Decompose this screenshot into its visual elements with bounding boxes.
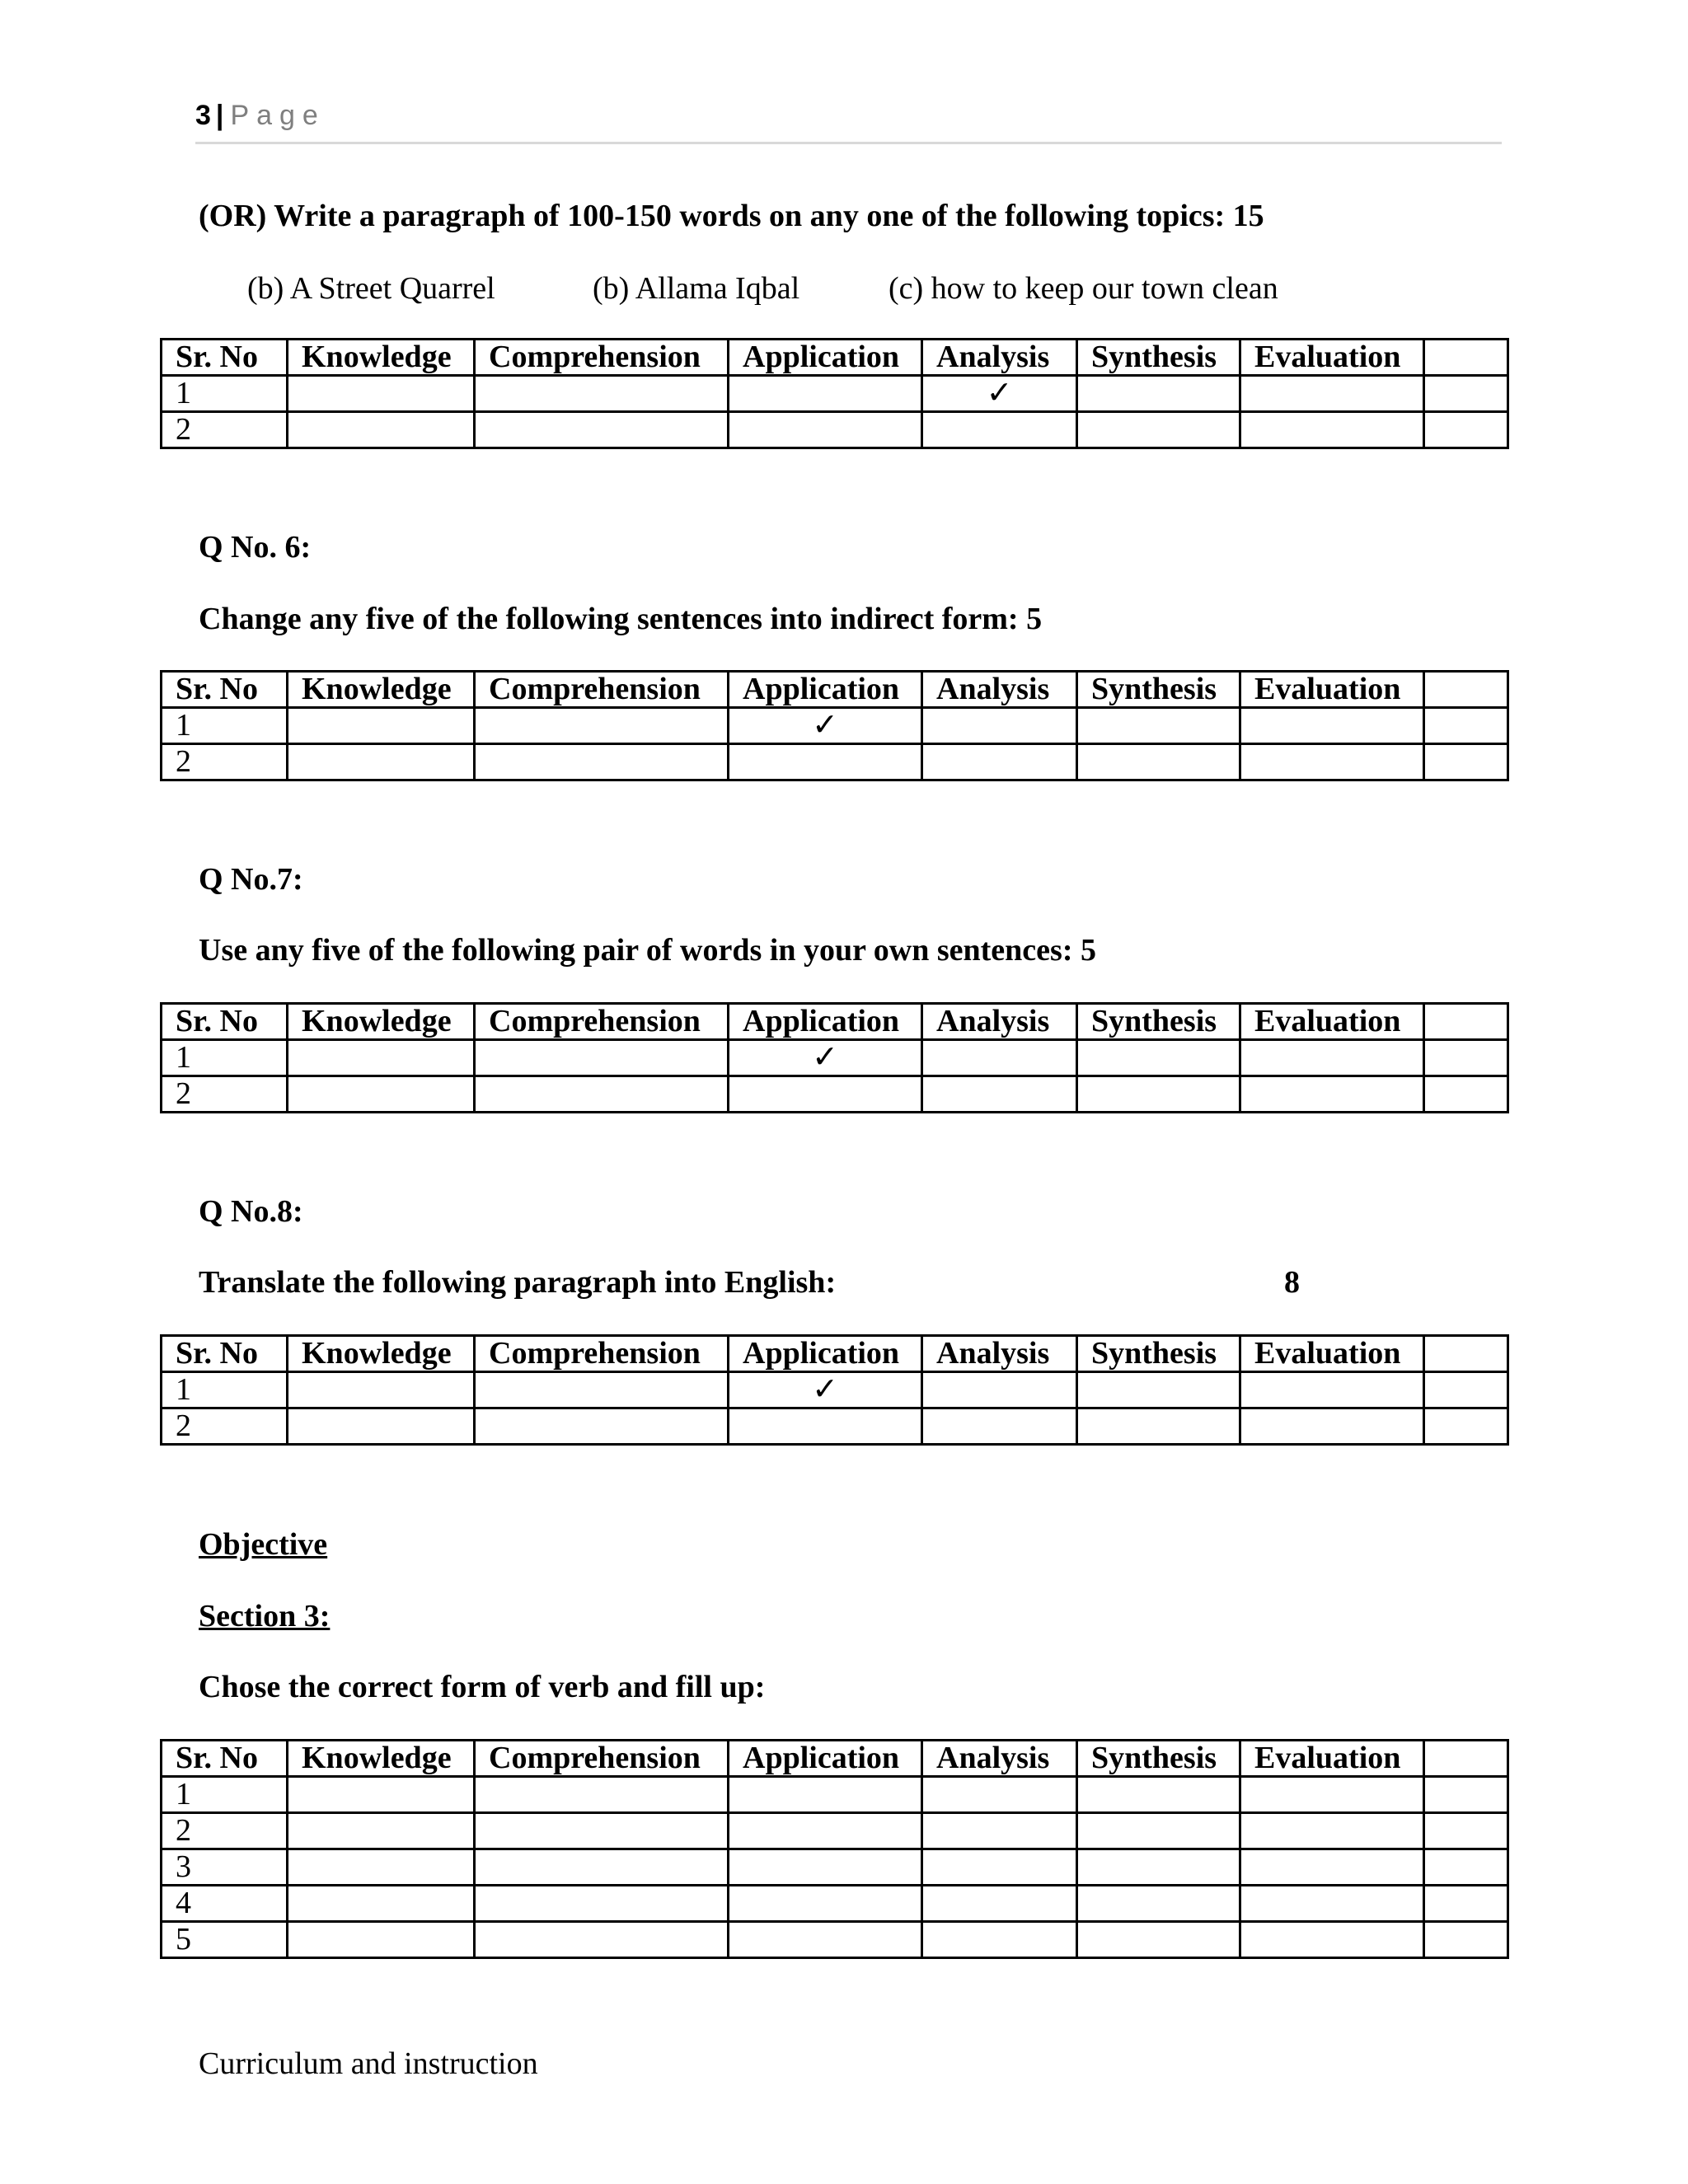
bloom-table-q5 — [160, 338, 1509, 449]
column-header: Evaluation — [1240, 1336, 1424, 1372]
column-header: Evaluation — [1240, 340, 1424, 376]
table-cell — [729, 1886, 922, 1922]
topic-option-3: (c) how to keep our town clean — [889, 271, 1278, 306]
table-cell — [729, 1076, 922, 1113]
table-cell — [1424, 1886, 1508, 1922]
table-cell — [1240, 1040, 1424, 1076]
column-header: Analysis — [922, 340, 1077, 376]
table-cell — [1424, 1372, 1508, 1408]
table-header-row — [162, 1741, 1508, 1777]
table-cell — [1424, 708, 1508, 744]
column-header: Synthesis — [1077, 340, 1240, 376]
q7-prompt: Use any five of the following pair of words in your own sentences: 5 — [199, 933, 1096, 968]
serial-number-cell: 1 — [162, 708, 288, 744]
table-header-row — [162, 672, 1508, 708]
q5-or-prompt: (OR) Write a paragraph of 100-150 words on any one of the following topics: 15 — [199, 199, 1264, 233]
table-cell — [1077, 1372, 1240, 1408]
serial-number-cell: 2 — [162, 1408, 288, 1445]
column-header: Synthesis — [1077, 1004, 1240, 1040]
table-cell — [729, 1922, 922, 1958]
table-cell — [1240, 1777, 1424, 1813]
table-cell — [475, 1777, 729, 1813]
table-cell — [288, 1040, 475, 1076]
bloom-table-q7 — [160, 1002, 1509, 1113]
table-cell — [1240, 1408, 1424, 1445]
bloom-table-q6 — [160, 670, 1509, 781]
table-cell — [288, 1922, 475, 1958]
column-header: Application — [729, 1004, 922, 1040]
column-header: Sr. No — [162, 340, 288, 376]
table-cell — [922, 744, 1077, 780]
table-cell — [1424, 1076, 1508, 1113]
table-cell — [1424, 744, 1508, 780]
table-cell — [1424, 1849, 1508, 1886]
q6-prompt: Change any five of the following sentences into indirect form: 5 — [199, 602, 1043, 636]
column-header: Sr. No — [162, 1336, 288, 1372]
table-row — [162, 708, 1508, 744]
bloom-table-section3 — [160, 1739, 1509, 1959]
topic-option-2: (b) Allama Iqbal — [593, 271, 800, 306]
table-cell — [729, 1813, 922, 1849]
table-cell — [1240, 744, 1424, 780]
table-cell — [1240, 1849, 1424, 1886]
table-cell — [1077, 708, 1240, 744]
column-header: Synthesis — [1077, 672, 1240, 708]
column-header — [1424, 672, 1508, 708]
table-cell — [1424, 1408, 1508, 1445]
column-header: Knowledge — [288, 1004, 475, 1040]
column-header: Comprehension — [475, 1336, 729, 1372]
table-cell — [475, 1372, 729, 1408]
section-3-heading: Section 3: — [199, 1599, 331, 1633]
table-cell — [922, 1040, 1077, 1076]
footer-text: Curriculum and instruction — [199, 2046, 538, 2081]
table-row — [162, 1886, 1508, 1922]
bloom-table-q8 — [160, 1334, 1509, 1446]
column-header: Application — [729, 1336, 922, 1372]
table-cell — [288, 376, 475, 412]
table-cell — [922, 1408, 1077, 1445]
column-header: Analysis — [922, 672, 1077, 708]
q7-heading: Q No.7: — [199, 862, 303, 897]
table-row — [162, 1076, 1508, 1113]
q6-heading: Q No. 6: — [199, 530, 312, 565]
serial-number-cell: 2 — [162, 1076, 288, 1113]
table-cell — [922, 1372, 1077, 1408]
table-header-row — [162, 340, 1508, 376]
table-cell — [1077, 1408, 1240, 1445]
objective-prompt: Chose the correct form of verb and fill up: — [199, 1670, 766, 1704]
check-mark-icon: ✓ — [729, 708, 922, 744]
column-header: Knowledge — [288, 672, 475, 708]
table-cell — [922, 1849, 1077, 1886]
column-header: Application — [729, 1741, 922, 1777]
check-mark-icon: ✓ — [729, 1372, 922, 1408]
column-header: Evaluation — [1240, 1004, 1424, 1040]
q8-marks: 8 — [1284, 1265, 1300, 1300]
table-row — [162, 376, 1508, 412]
table-cell — [1240, 1886, 1424, 1922]
column-header: Application — [729, 340, 922, 376]
table-cell — [1424, 1813, 1508, 1849]
table-header-row — [162, 1336, 1508, 1372]
table-cell — [1424, 376, 1508, 412]
table-cell — [475, 1408, 729, 1445]
column-header: Analysis — [922, 1004, 1077, 1040]
table-row — [162, 1777, 1508, 1813]
serial-number-cell: 3 — [162, 1849, 288, 1886]
page-number: 3 — [195, 100, 211, 131]
table-row — [162, 1408, 1508, 1445]
table-cell — [922, 1813, 1077, 1849]
table-row — [162, 744, 1508, 780]
table-cell — [288, 1076, 475, 1113]
table-cell — [475, 1886, 729, 1922]
column-header: Comprehension — [475, 672, 729, 708]
table-cell — [288, 1849, 475, 1886]
check-mark-icon: ✓ — [922, 376, 1077, 412]
column-header — [1424, 1741, 1508, 1777]
table-cell — [729, 412, 922, 448]
column-header — [1424, 1336, 1508, 1372]
table-cell — [922, 1886, 1077, 1922]
table-cell — [475, 1922, 729, 1958]
table-cell — [475, 376, 729, 412]
table-cell — [1077, 744, 1240, 780]
serial-number-cell: 2 — [162, 744, 288, 780]
table-cell — [1424, 1040, 1508, 1076]
q8-heading: Q No.8: — [199, 1194, 303, 1229]
column-header: Comprehension — [475, 340, 729, 376]
column-header: Evaluation — [1240, 672, 1424, 708]
serial-number-cell: 1 — [162, 1040, 288, 1076]
table-cell — [1077, 1777, 1240, 1813]
table-cell — [1424, 1922, 1508, 1958]
page-word: Page — [230, 100, 326, 131]
page-separator: | — [215, 100, 224, 131]
table-cell — [288, 1886, 475, 1922]
serial-number-cell: 1 — [162, 1777, 288, 1813]
table-cell — [1240, 412, 1424, 448]
q8-prompt: Translate the following paragraph into English: — [199, 1265, 837, 1300]
column-header — [1424, 340, 1508, 376]
column-header: Knowledge — [288, 340, 475, 376]
topic-option-1: (b) A Street Quarrel — [247, 271, 495, 306]
table-cell — [288, 412, 475, 448]
page-header — [195, 97, 1502, 144]
serial-number-cell: 2 — [162, 412, 288, 448]
table-cell — [1077, 1076, 1240, 1113]
table-row — [162, 1372, 1508, 1408]
table-row — [162, 412, 1508, 448]
serial-number-cell: 2 — [162, 1813, 288, 1849]
table-cell — [1424, 412, 1508, 448]
table-cell — [729, 1777, 922, 1813]
table-header-row — [162, 1004, 1508, 1040]
table-cell — [729, 1849, 922, 1886]
table-cell — [475, 1076, 729, 1113]
table-cell — [288, 1777, 475, 1813]
table-cell — [729, 376, 922, 412]
table-cell — [1077, 1040, 1240, 1076]
table-cell — [475, 1813, 729, 1849]
serial-number-cell: 1 — [162, 1372, 288, 1408]
serial-number-cell: 4 — [162, 1886, 288, 1922]
table-cell — [922, 412, 1077, 448]
table-cell — [1240, 1922, 1424, 1958]
table-cell — [288, 1813, 475, 1849]
column-header: Application — [729, 672, 922, 708]
table-cell — [1077, 1849, 1240, 1886]
table-row — [162, 1922, 1508, 1958]
table-cell — [288, 708, 475, 744]
table-cell — [1077, 412, 1240, 448]
table-row — [162, 1813, 1508, 1849]
objective-heading: Objective — [199, 1527, 328, 1562]
table-cell — [922, 1777, 1077, 1813]
table-cell — [288, 744, 475, 780]
column-header: Sr. No — [162, 1004, 288, 1040]
table-cell — [1424, 1777, 1508, 1813]
table-row — [162, 1849, 1508, 1886]
column-header: Comprehension — [475, 1741, 729, 1777]
table-cell — [1240, 1813, 1424, 1849]
table-cell — [475, 412, 729, 448]
serial-number-cell: 1 — [162, 376, 288, 412]
table-cell — [1077, 376, 1240, 412]
column-header — [1424, 1004, 1508, 1040]
table-cell — [288, 1372, 475, 1408]
table-cell — [475, 1040, 729, 1076]
column-header: Knowledge — [288, 1741, 475, 1777]
table-cell — [1077, 1922, 1240, 1958]
table-cell — [475, 1849, 729, 1886]
column-header: Analysis — [922, 1336, 1077, 1372]
table-cell — [1240, 1076, 1424, 1113]
column-header: Knowledge — [288, 1336, 475, 1372]
table-cell — [475, 708, 729, 744]
serial-number-cell: 5 — [162, 1922, 288, 1958]
column-header: Synthesis — [1077, 1336, 1240, 1372]
table-cell — [922, 1076, 1077, 1113]
table-cell — [1240, 376, 1424, 412]
table-cell — [729, 744, 922, 780]
column-header: Sr. No — [162, 1741, 288, 1777]
column-header: Comprehension — [475, 1004, 729, 1040]
column-header: Synthesis — [1077, 1741, 1240, 1777]
table-cell — [922, 1922, 1077, 1958]
column-header: Sr. No — [162, 672, 288, 708]
table-cell — [729, 1408, 922, 1445]
table-cell — [1240, 708, 1424, 744]
check-mark-icon: ✓ — [729, 1040, 922, 1076]
table-cell — [922, 708, 1077, 744]
table-cell — [288, 1408, 475, 1445]
table-cell — [475, 744, 729, 780]
column-header: Analysis — [922, 1741, 1077, 1777]
column-header: Evaluation — [1240, 1741, 1424, 1777]
table-cell — [1077, 1886, 1240, 1922]
table-cell — [1077, 1813, 1240, 1849]
table-row — [162, 1040, 1508, 1076]
table-cell — [1240, 1372, 1424, 1408]
